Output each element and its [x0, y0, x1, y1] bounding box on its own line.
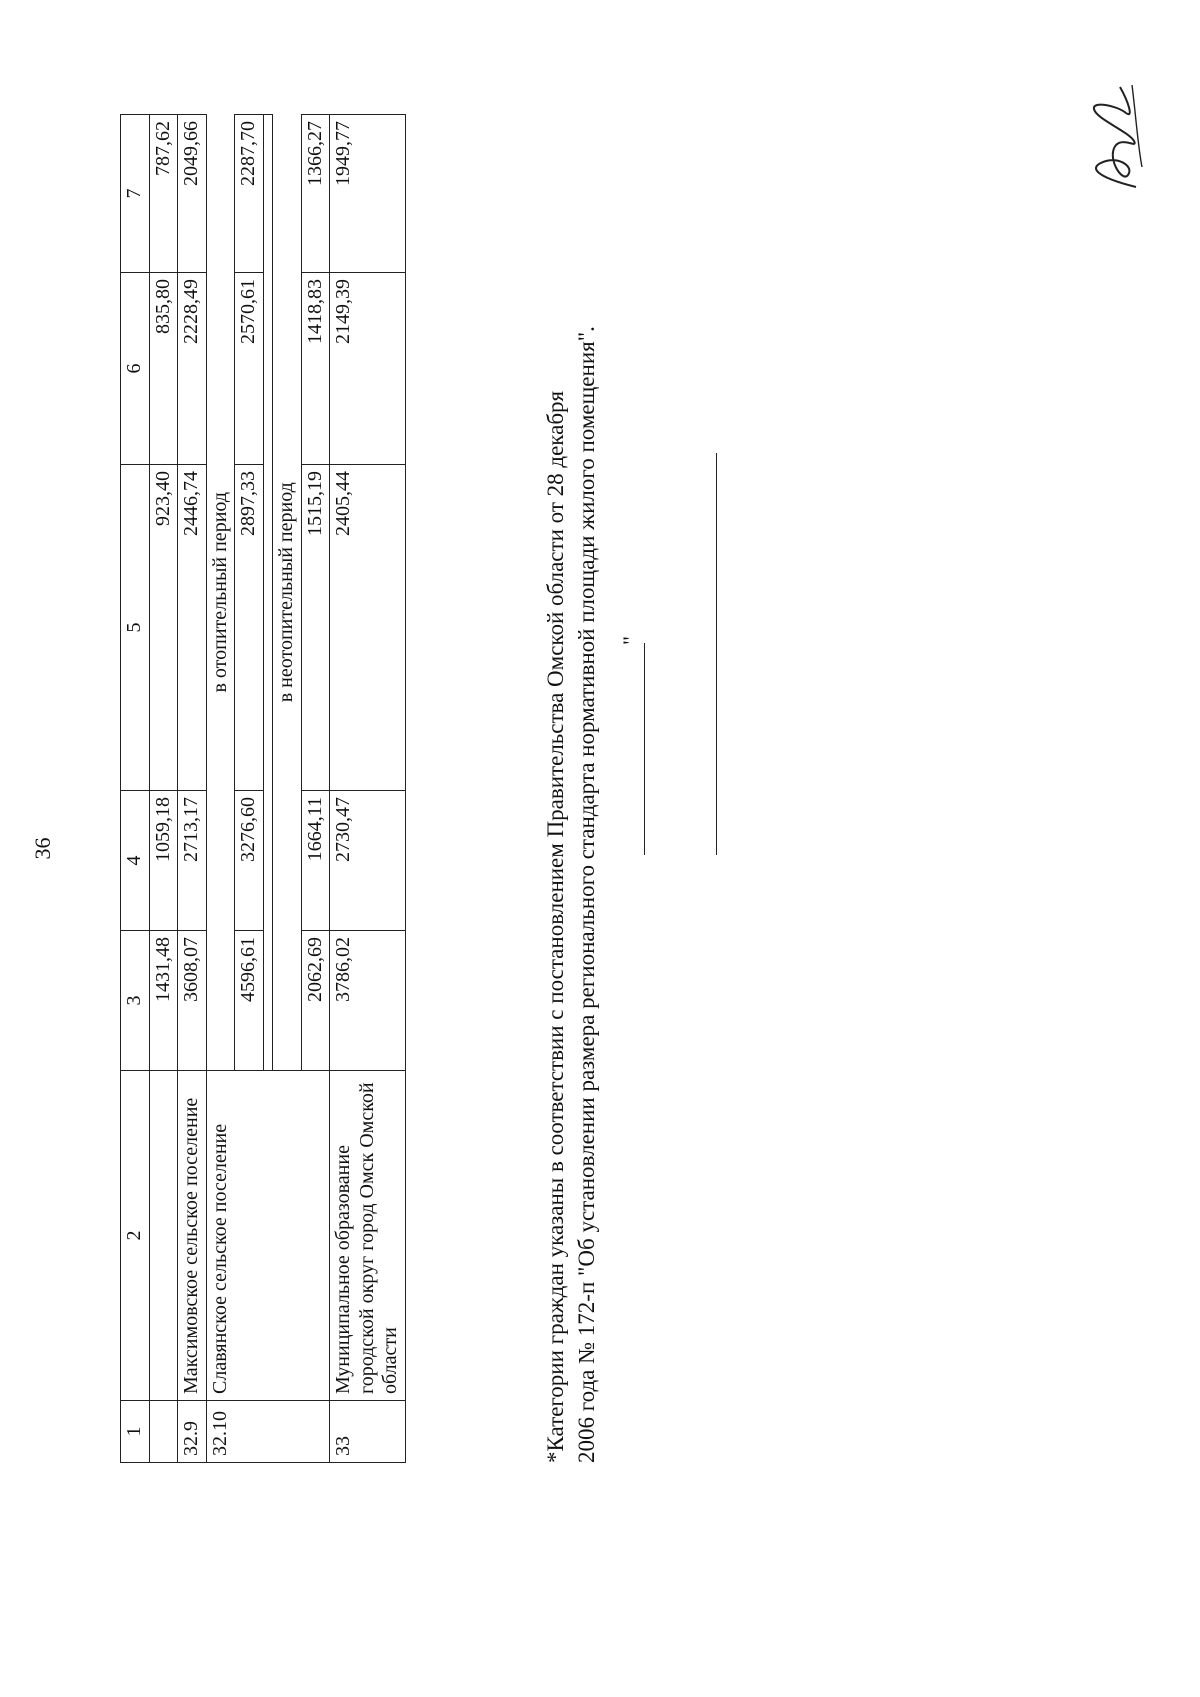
- cell-value: 2446,74: [178, 465, 207, 791]
- cell-num: [149, 1401, 178, 1463]
- footnote: [540, 63, 602, 1463]
- header-col-3: 3: [121, 931, 150, 1071]
- cell-value: 1949,77: [330, 115, 406, 273]
- header-col-5: 5: [121, 465, 150, 791]
- divider-line-short: [644, 643, 645, 855]
- cell-value: 3276,60: [235, 791, 264, 931]
- cell-name: Максимовское сельское поселение: [178, 1071, 207, 1401]
- closing-quote: ": [618, 636, 643, 645]
- cell-num: 33: [330, 1401, 406, 1463]
- cell-value: 2570,61: [235, 273, 264, 465]
- cell-num: 32.10: [206, 1401, 329, 1463]
- cell-value: 1059,18: [149, 791, 178, 931]
- cell-value: 1418,83: [301, 273, 330, 465]
- cell-value: 2149,39: [330, 273, 406, 465]
- cell-value: 1431,48: [149, 931, 178, 1071]
- cell-value: 2730,47: [330, 791, 406, 931]
- cell-value: 1664,11: [301, 791, 330, 931]
- cell-value: 2049,66: [178, 115, 207, 273]
- table-row: [178, 115, 207, 1463]
- cell-value: 923,40: [149, 465, 178, 791]
- cell-value: 4596,61: [235, 931, 264, 1071]
- cell-num: 32.9: [178, 1401, 207, 1463]
- cell-name: [149, 1071, 178, 1401]
- header-col-1: 1: [121, 1401, 150, 1463]
- cell-value: 3608,07: [178, 931, 207, 1071]
- cell-value: 2897,33: [235, 465, 264, 791]
- cell-value: 2228,49: [178, 273, 207, 465]
- separator-cell: [263, 115, 272, 1071]
- table-row: [330, 115, 406, 1463]
- table-row: [206, 115, 235, 1463]
- cell-value: 2062,69: [301, 931, 330, 1071]
- divider-line-long: [716, 453, 717, 855]
- header-col-2: 2: [121, 1071, 150, 1401]
- cell-name: Муниципальное образование городской округ город Омск Омской области: [330, 1071, 406, 1401]
- footnote-line-2: 2006 года № 172-п "Об установлении размера регионального стандарта нормативной площади жилого помещения".: [574, 326, 600, 1463]
- cell-value: 1366,27: [301, 115, 330, 273]
- cell-value: 787,62: [149, 115, 178, 273]
- cell-name: Славянское сельское поселение: [206, 1071, 329, 1401]
- cell-value: 835,80: [149, 273, 178, 465]
- signature-mark-icon: [1076, 77, 1156, 197]
- tariff-table: [120, 114, 406, 1463]
- cell-value: 3786,02: [330, 931, 406, 1071]
- footnote-line-1: *Категории граждан указаны в соответствии с постановлением Правительства Омской области от 28 декабря: [543, 390, 568, 1463]
- cell-value: 2713,17: [178, 791, 207, 931]
- cell-value: 2287,70: [235, 115, 264, 273]
- period-label-heating: в отопительный период: [206, 115, 235, 1071]
- header-col-7: 7: [121, 115, 150, 273]
- cell-value: 1515,19: [301, 465, 330, 791]
- period-label-nonheating: в неотопительный период: [272, 115, 301, 1071]
- cell-value: 2405,44: [330, 465, 406, 791]
- page-number: 36: [30, 837, 55, 860]
- header-col-6: 6: [121, 273, 150, 465]
- header-col-4: 4: [121, 791, 150, 931]
- table-row: [149, 115, 178, 1463]
- table-header-row: [121, 115, 150, 1463]
